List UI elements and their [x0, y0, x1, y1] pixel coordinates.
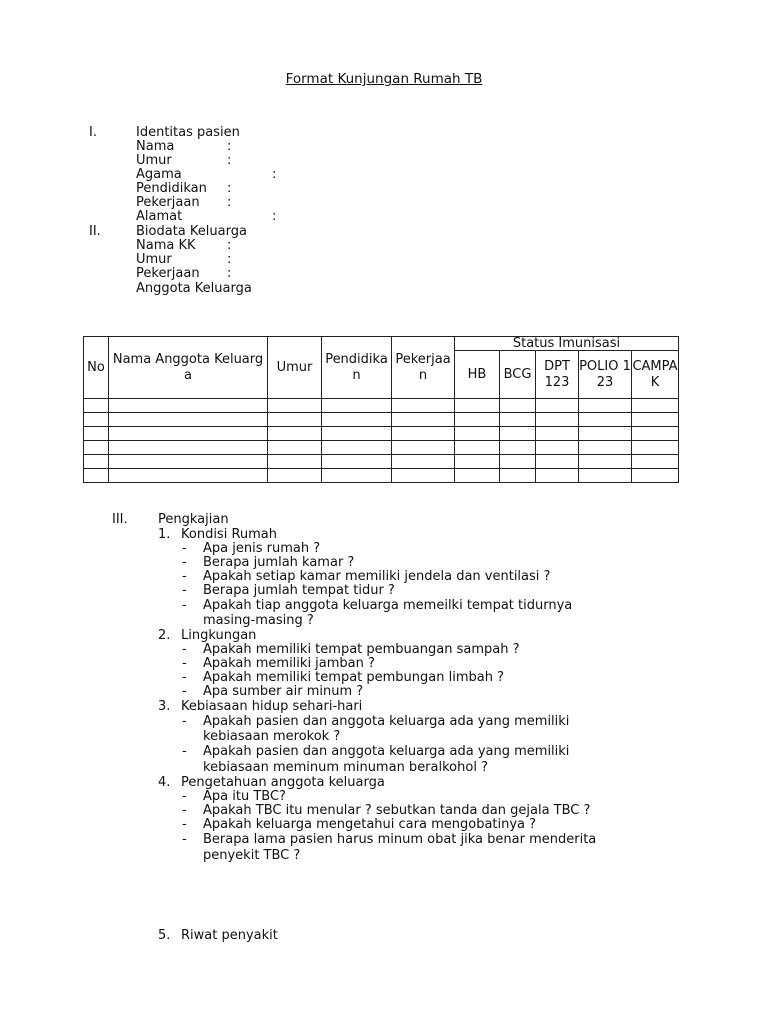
- table-cell[interactable]: [109, 399, 268, 413]
- field-colon: :: [227, 181, 232, 196]
- item-4-title: Pengetahuan anggota keluarga: [181, 775, 385, 790]
- table-cell[interactable]: [579, 441, 632, 455]
- bullet-dash: -: [182, 817, 187, 832]
- table-cell[interactable]: [268, 469, 322, 483]
- bullet-dash: -: [182, 684, 187, 699]
- table-cell[interactable]: [455, 427, 500, 441]
- question-text: Apa sumber air minum ?: [203, 684, 364, 699]
- table-cell[interactable]: [632, 455, 679, 469]
- table-cell[interactable]: [455, 469, 500, 483]
- table-cell[interactable]: [632, 413, 679, 427]
- table-cell[interactable]: [109, 469, 268, 483]
- table-cell[interactable]: [268, 399, 322, 413]
- item-2-title: Lingkungan: [181, 628, 257, 643]
- table-cell[interactable]: [500, 469, 536, 483]
- table-cell[interactable]: [392, 455, 455, 469]
- status-imunisasi-header: Status Imunisasi: [455, 337, 679, 351]
- table-cell[interactable]: [500, 455, 536, 469]
- item-5-title: Riwat penyakit: [181, 928, 278, 943]
- table-cell[interactable]: [455, 413, 500, 427]
- table-cell[interactable]: [455, 455, 500, 469]
- col-header-pendidikan: Pendidikan: [322, 337, 392, 399]
- question-text: Apakah memiliki jamban ?: [203, 656, 375, 671]
- table-cell[interactable]: [579, 399, 632, 413]
- table-cell[interactable]: [455, 399, 500, 413]
- table-cell[interactable]: [84, 441, 109, 455]
- table-cell[interactable]: [579, 455, 632, 469]
- table-cell[interactable]: [536, 399, 579, 413]
- document-title: Format Kunjungan Rumah TB: [285, 71, 483, 87]
- table-cell[interactable]: [632, 399, 679, 413]
- table-row: [84, 413, 679, 427]
- bullet-dash: -: [182, 744, 187, 759]
- col-header-dpt: DPT 123: [536, 351, 579, 399]
- col-header-pekerjaan: Pekerjaan: [392, 337, 455, 399]
- table-row: [84, 455, 679, 469]
- bullet-dash: -: [182, 583, 187, 598]
- col-header-nama-anggota: Nama Anggota Keluarga: [109, 337, 268, 399]
- table-cell[interactable]: [322, 399, 392, 413]
- section-2-heading: Biodata Keluarga: [136, 224, 247, 239]
- question-text: Apakah keluarga mengetahui cara mengobatinya ?: [203, 817, 537, 832]
- table-cell[interactable]: [322, 413, 392, 427]
- table-cell[interactable]: [632, 427, 679, 441]
- table-row: [84, 399, 679, 413]
- table-cell[interactable]: [500, 427, 536, 441]
- question-text: Apakah memiliki tempat pembuangan sampah ?: [203, 642, 520, 657]
- question-text-continuation: penyekit TBC ?: [203, 848, 301, 863]
- section-1-heading: Identitas pasien: [136, 125, 240, 140]
- table-row: [84, 469, 679, 483]
- table-cell[interactable]: [536, 441, 579, 455]
- field-label-alamat: Alamat: [136, 209, 183, 224]
- bullet-dash: -: [182, 598, 187, 613]
- bullet-dash: -: [182, 714, 187, 729]
- table-row: [84, 427, 679, 441]
- field-colon: :: [227, 238, 232, 253]
- table-cell[interactable]: [392, 413, 455, 427]
- table-cell[interactable]: [322, 455, 392, 469]
- field-colon: :: [227, 266, 232, 281]
- table-cell[interactable]: [536, 469, 579, 483]
- question-text-continuation: kebiasaan merokok ?: [203, 729, 341, 744]
- col-header-umur: Umur: [268, 337, 322, 399]
- item-1-title: Kondisi Rumah: [181, 527, 278, 542]
- bullet-dash: -: [182, 670, 187, 685]
- question-text: Apakah tiap anggota keluarga memeilki tempat tidurnya: [203, 598, 573, 613]
- table-cell[interactable]: [632, 469, 679, 483]
- table-cell[interactable]: [500, 413, 536, 427]
- table-cell[interactable]: [84, 427, 109, 441]
- table-cell[interactable]: [392, 399, 455, 413]
- table-cell[interactable]: [84, 469, 109, 483]
- table-cell[interactable]: [268, 455, 322, 469]
- table-cell[interactable]: [500, 399, 536, 413]
- question-text: Apakah memiliki tempat pembungan limbah ?: [203, 670, 504, 685]
- table-cell[interactable]: [268, 441, 322, 455]
- bullet-dash: -: [182, 569, 187, 584]
- question-text: Apa jenis rumah ?: [203, 541, 321, 556]
- table-cell[interactable]: [632, 441, 679, 455]
- field-label-umur: Umur: [136, 153, 172, 168]
- table-row: [84, 441, 679, 455]
- item-1-number: 1.: [158, 527, 171, 542]
- field-colon: :: [227, 153, 232, 168]
- question-text: Berapa jumlah tempat tidur ?: [203, 583, 395, 598]
- question-text-continuation: masing-masing ?: [203, 613, 314, 628]
- question-text-continuation: kebiasaan meminum minuman beralkohol ?: [203, 760, 488, 775]
- item-3-number: 3.: [158, 699, 171, 714]
- field-label-pendidikan: Pendidikan: [136, 181, 207, 196]
- field-colon: :: [272, 167, 277, 182]
- section-2-number: II.: [89, 224, 101, 239]
- table-cell[interactable]: [536, 413, 579, 427]
- field-label-nama-kk: Nama KK: [136, 238, 196, 253]
- table-cell[interactable]: [322, 427, 392, 441]
- bullet-dash: -: [182, 541, 187, 556]
- table-cell[interactable]: [84, 399, 109, 413]
- bullet-dash: -: [182, 555, 187, 570]
- table-cell[interactable]: [536, 427, 579, 441]
- field-label-pekerjaan-kk: Pekerjaan: [136, 266, 200, 281]
- bullet-dash: -: [182, 803, 187, 818]
- item-4-number: 4.: [158, 775, 171, 790]
- table-cell[interactable]: [455, 441, 500, 455]
- table-cell[interactable]: [109, 427, 268, 441]
- question-text: Berapa jumlah kamar ?: [203, 555, 355, 570]
- family-immunization-table: [83, 336, 679, 483]
- col-header-campak: CAMPAK: [632, 351, 679, 399]
- question-text: Apakah TBC itu menular ? sebutkan tanda dan gejala TBC ?: [203, 803, 591, 818]
- field-colon: :: [227, 195, 232, 210]
- item-5-number: 5.: [158, 928, 171, 943]
- table-cell[interactable]: [84, 413, 109, 427]
- bullet-dash: -: [182, 656, 187, 671]
- field-colon: :: [227, 139, 232, 154]
- field-colon: :: [272, 209, 277, 224]
- item-2-number: 2.: [158, 628, 171, 643]
- field-label-pekerjaan: Pekerjaan: [136, 195, 200, 210]
- field-label-umur-kk: Umur: [136, 252, 172, 267]
- col-header-polio: POLIO 123: [579, 351, 632, 399]
- anggota-keluarga-label: Anggota Keluarga: [136, 281, 252, 296]
- col-header-hb: HB: [455, 351, 500, 399]
- section-3-heading: Pengkajian: [158, 512, 229, 527]
- col-header-bcg: BCG: [500, 351, 536, 399]
- table-cell[interactable]: [500, 441, 536, 455]
- table-cell[interactable]: [84, 455, 109, 469]
- bullet-dash: -: [182, 832, 187, 847]
- question-text: Apakah setiap kamar memiliki jendela dan ventilasi ?: [203, 569, 551, 584]
- question-text: Apakah pasien dan anggota keluarga ada yang memiliki: [203, 744, 570, 759]
- table-cell[interactable]: [392, 469, 455, 483]
- table-cell[interactable]: [392, 427, 455, 441]
- table-cell[interactable]: [392, 441, 455, 455]
- field-colon: :: [227, 252, 232, 267]
- table-cell[interactable]: [579, 427, 632, 441]
- table-cell[interactable]: [109, 413, 268, 427]
- table-cell[interactable]: [322, 469, 392, 483]
- question-text: Apa itu TBC?: [203, 789, 286, 804]
- table-cell[interactable]: [579, 469, 632, 483]
- field-label-agama: Agama: [136, 167, 182, 182]
- table-cell[interactable]: [109, 455, 268, 469]
- question-text: Apakah pasien dan anggota keluarga ada yang memiliki: [203, 714, 570, 729]
- col-header-no: No: [84, 337, 109, 399]
- table-cell[interactable]: [536, 455, 579, 469]
- bullet-dash: -: [182, 642, 187, 657]
- table-cell[interactable]: [268, 427, 322, 441]
- field-label-nama: Nama: [136, 139, 175, 154]
- section-3-number: III.: [112, 512, 128, 527]
- section-1-number: I.: [89, 125, 97, 140]
- table-cell[interactable]: [579, 413, 632, 427]
- table-cell[interactable]: [322, 441, 392, 455]
- bullet-dash: -: [182, 789, 187, 804]
- item-3-title: Kebiasaan hidup sehari-hari: [181, 699, 363, 714]
- question-text: Berapa lama pasien harus minum obat jika benar menderita: [203, 832, 597, 847]
- table-cell[interactable]: [109, 441, 268, 455]
- table-cell[interactable]: [268, 413, 322, 427]
